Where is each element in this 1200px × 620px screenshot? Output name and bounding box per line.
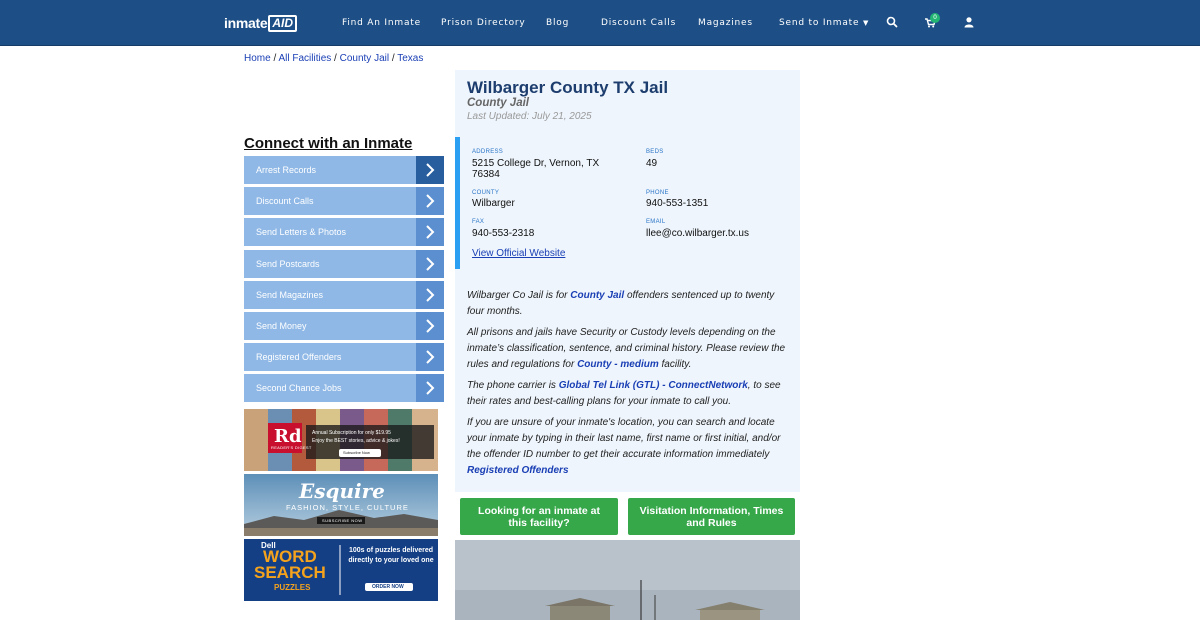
address-label: ADDRESS — [472, 149, 504, 155]
dell-brand-text: Dell — [261, 541, 276, 550]
desc-text: The phone carrier is — [467, 380, 559, 391]
sidebar-item-label: Send Magazines — [256, 289, 324, 300]
chevron-right-icon — [416, 187, 444, 215]
rd-brand-text: READER'S DIGEST — [271, 445, 312, 450]
chevron-right-icon — [416, 374, 444, 402]
county-value: Wilbarger — [472, 198, 515, 209]
word-search-ad[interactable] — [244, 539, 438, 601]
readers-digest-ad[interactable] — [244, 409, 438, 471]
esquire-brand-text: Esquire — [299, 479, 385, 503]
description-paragraph-1 — [467, 288, 789, 320]
visitation-info-button[interactable]: Visitation Information, Times and Rules — [628, 498, 795, 535]
county-medium-link[interactable]: County - medium — [577, 359, 659, 370]
sidebar-item-label: Send Money — [256, 320, 307, 331]
beds-label: BEDS — [646, 149, 664, 155]
user-icon[interactable] — [962, 15, 976, 29]
word-search-title-2: SEARCH — [254, 563, 326, 582]
sidebar-item-label: Second Chance Jobs — [256, 383, 342, 394]
description-paragraph-4 — [467, 415, 789, 479]
desc-text: , to see their rates and best-calling plans for your inmate to call you. — [467, 380, 781, 407]
connect-with-inmate-heading: Connect with an Inmate — [244, 135, 413, 152]
sidebar-item-label: Send Postcards — [256, 258, 320, 269]
email-label: EMAIL — [646, 219, 666, 225]
caret-down-icon: ▼ — [863, 19, 870, 27]
esquire-tagline-text: FASHION, STYLE, CULTURE — [286, 503, 409, 512]
desc-text: offenders sentenced up to twenty four months. — [467, 290, 775, 317]
sidebar-item-label: Send Letters & Photos — [256, 227, 347, 238]
phone-label: PHONE — [646, 190, 669, 196]
address-line2: 76384 — [472, 169, 500, 180]
sidebar-item-second-chance-jobs[interactable] — [244, 374, 444, 402]
fax-value: 940-553-2318 — [472, 228, 535, 239]
sidebar-menu — [244, 156, 444, 406]
rd-logo-text: Rd — [274, 426, 302, 447]
esquire-subscribe-button[interactable]: SUBSCRIBE NOW — [322, 518, 363, 523]
esquire-ad[interactable] — [244, 474, 438, 536]
top-navbar — [0, 0, 1200, 46]
desc-text: facility. — [658, 359, 692, 370]
sidebar-item-send-magazines[interactable] — [244, 281, 444, 309]
phone-value: 940-553-1351 — [646, 198, 709, 209]
nav-discount-calls[interactable]: Discount Calls — [601, 18, 677, 28]
gtl-connectnetwork-link[interactable]: Global Tel Link (GTL) - ConnectNetwork — [558, 380, 748, 391]
county-label: COUNTY — [472, 190, 500, 196]
email-value: llee@co.wilbarger.tx.us — [646, 228, 749, 239]
facility-title: Wilbarger County TX Jail — [467, 78, 669, 97]
word-search-title-3: PUZZLES — [274, 583, 311, 592]
facility-photo — [455, 540, 800, 620]
sidebar-item-discount-calls[interactable] — [244, 187, 444, 215]
site-logo[interactable] — [224, 14, 297, 32]
beds-value: 49 — [646, 158, 658, 169]
breadcrumb-texas[interactable]: Texas — [397, 53, 424, 64]
address-line1: 5215 College Dr, Vernon, TX — [472, 158, 600, 169]
nav-magazines[interactable]: Magazines — [698, 18, 753, 28]
nav-send-to-inmate[interactable] — [779, 18, 869, 28]
last-updated: Last Updated: July 21, 2025 — [467, 111, 592, 122]
desc-text: Wilbarger Co Jail is for — [467, 290, 571, 301]
nav-prison-directory[interactable]: Prison Directory — [441, 18, 526, 28]
word-search-order-button[interactable]: ORDER NOW — [372, 584, 404, 590]
rd-subscribe-button[interactable]: Subscribe Now — [343, 450, 370, 455]
facility-photo-graphic — [455, 540, 800, 620]
desc-text: All prisons and jails have Security or Custody levels depending on the inmate’s classification, sentence, and criminal history. Please review the rules and regulations for — [467, 327, 786, 370]
description-paragraph-2 — [467, 325, 789, 373]
chevron-right-icon — [416, 343, 444, 371]
breadcrumb-home[interactable]: Home — [244, 53, 271, 64]
nav-find-an-inmate[interactable]: Find An Inmate — [342, 18, 421, 28]
search-icon[interactable] — [885, 15, 899, 29]
chevron-right-icon — [416, 156, 444, 184]
word-search-title-1: WORD — [263, 547, 317, 566]
registered-offenders-link[interactable]: Registered Offenders — [467, 465, 569, 476]
sidebar-item-label: Discount Calls — [256, 196, 314, 207]
logo-text: inmate — [224, 15, 268, 31]
fax-label: FAX — [472, 219, 485, 225]
looking-for-inmate-button[interactable]: Looking for an inmate at this facility? — [460, 498, 618, 535]
county-jail-link[interactable]: County Jail — [570, 290, 625, 301]
sidebar-item-send-postcards[interactable] — [244, 250, 444, 278]
chevron-right-icon — [416, 281, 444, 309]
facility-type: County Jail — [467, 97, 529, 109]
chevron-right-icon — [416, 250, 444, 278]
nav-blog[interactable]: Blog — [546, 18, 570, 28]
view-official-website-link[interactable]: View Official Website — [472, 248, 566, 259]
breadcrumb-all-facilities[interactable]: All Facilities — [278, 53, 332, 64]
desc-text: If you are unsure of your inmate's location, you can search and locate your inmate by typing in their last name, first name or first initial, and/or the offender ID number to get their accurate information immediately — [467, 417, 781, 460]
logo-aid-box: AID — [268, 15, 297, 32]
chevron-right-icon — [416, 218, 444, 246]
nav-send-to-inmate-label: Send to Inmate — [779, 18, 860, 28]
sidebar-item-arrest-records[interactable] — [244, 156, 444, 184]
breadcrumb-county-jail[interactable]: County Jail — [339, 53, 390, 64]
breadcrumb: Home / All Facilities / County Jail / Texas — [244, 53, 424, 64]
chevron-right-icon — [416, 312, 444, 340]
word-search-text: 100s of puzzles delivered directly to your loved one — [348, 547, 434, 564]
sidebar-item-label: Registered Offenders — [256, 352, 342, 363]
cart-count-badge: 0 — [930, 13, 940, 23]
sidebar-item-send-money[interactable] — [244, 312, 444, 340]
sidebar-item-label: Arrest Records — [256, 165, 317, 175]
sidebar-item-send-letters-photos[interactable] — [244, 218, 444, 246]
sidebar-item-registered-offenders[interactable] — [244, 343, 444, 371]
rd-line1-text: Annual Subscription for only $19.95 — [312, 430, 391, 436]
rd-line2-text: Enjoy the BEST stories, advice & jokes! — [312, 438, 400, 444]
description-paragraph-3 — [467, 378, 789, 410]
